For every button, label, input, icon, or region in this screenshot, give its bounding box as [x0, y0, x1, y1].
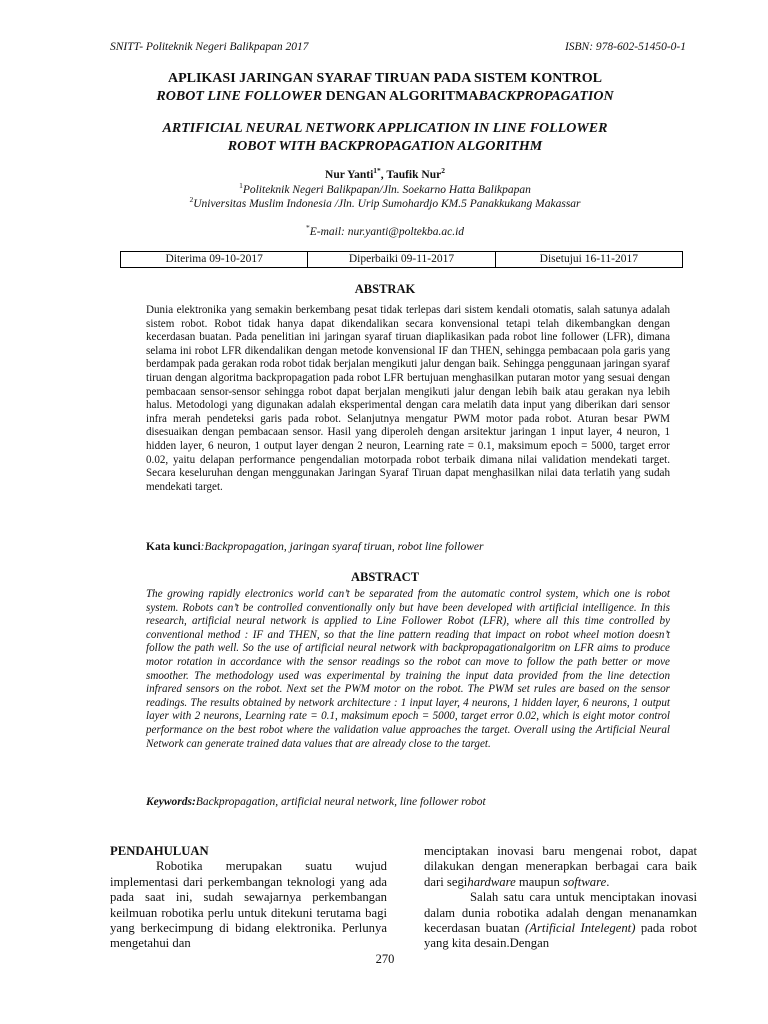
date-received: Diterima 09-10-2017: [165, 253, 263, 265]
running-header-isbn: ISBN: 978-602-51450-0-1: [564, 41, 686, 53]
title-english: [100, 120, 670, 156]
date-revised: Diperbaiki 09-11-2017: [307, 252, 494, 267]
date-accepted: Disetujui 16-11-2017: [495, 252, 682, 267]
title-english-line2: ROBOT WITH BACKPROPAGATION ALGORITHM: [227, 139, 543, 154]
abstract-body: The growing rapidly electronics world can’t be separated from the automatic control system, which one is robot system. Robots can’t be controlled conventionally only but have been developed with artificial intelligence. In this research, artificial neural network is applied to Line Follower Robot (LFR), where all this time controlled by conventional method : IF and THEN, so that the line pattern reading that impact on robot wheel motion doesn’t follow the path well. So the use of artificial neural network with backpropagationalgoritm on LFR aims to produce motor rotation in accordance with the sensor readings so the robot can move to follow the path better or move smoother. The methodology used was experimental by training the input data provided from the line detection infrared sensors on the robot. Next set the PWM motor on the robot. The PWM set rules are based on the sensor readings. The results obtained by network architecture : 1 input layer, 4 neurons, 1 hidden layer, 6 neurons, 1 output layer with 2 neurons, Learning rate = 0.1, maksimum epoch = 5000, target error 0.02, which is eight motor control performance on the best robot where the validation value approaches the target. Overall using the Artificial Neural Network can generate trained data values that are already close to the target.: [146, 588, 670, 750]
affiliation-1: $^1$Politeknik Negeri Balikpapan/Jln. Soekarno Hatta Balikpapan: [239, 181, 531, 196]
title-english-line1: ARTIFICIAL NEURAL NETWORK APPLICATION IN LINE FOLLOWER: [162, 121, 608, 136]
page-number: 270: [375, 952, 395, 966]
intro-paragraph-3: Salah satu cara untuk menciptakan inovasi dalam dunia robotika adalah dengan menanamkan kecerdasan buatan (Artificial Intelegent) pada robot yang kita desain.Dengan: [424, 890, 698, 951]
intro-left-column: [110, 844, 387, 952]
abstract-heading: ABSTRACT: [350, 570, 420, 584]
section-heading-pendahuluan: PENDAHULUAN: [110, 844, 209, 858]
kata-kunci: Kata kunci:Backpropagation, jaringan syaraf tiruan, robot line follower: [146, 541, 484, 553]
intro-paragraph-1: Robotika merupakan suatu wujud implementasi dari perkembangan teknologi yang ada pada saat ini, sudah sewajarnya perkembangan keilmuan robotika perlu untuk ditekuni terutama bagi yang berkecimpung di bidang elektronika. Perlunya mengetahui dan: [110, 859, 387, 951]
intro-paragraph-2: menciptakan inovasi baru mengenai robot, dapat dilakukan dengan menerapkan berbagai cara baik dari segihardware maupun software.: [424, 844, 697, 889]
title-indonesian-line2: ROBOT LINE FOLLOWER DENGAN ALGORITMABACKPROPAGATION: [156, 89, 614, 104]
submission-dates-table: [120, 251, 683, 268]
corresponding-email: *E-mail: nur.yanti@poltekba.ac.id: [305, 223, 465, 238]
intro-right-column: [424, 844, 697, 952]
keywords: Keywords:Backpropagation, artificial neural network, line follower robot: [146, 796, 486, 808]
running-header-conference: SNITT- Politeknik Negeri Balikpapan 2017: [110, 41, 309, 53]
author-list: Nur Yanti$^{1*}$, Taufik Nur$^2$: [325, 166, 445, 181]
affiliation-2: $^2$Universitas Muslim Indonesia /Jln. Urip Sumohardjo KM.5 Panakkukang Makassar: [189, 195, 581, 210]
abstrak-body: Dunia elektronika yang semakin berkembang pesat tidak terlepas dari sistem kendali otomatis, salah satunya adalah sistem robot. Robot tidak hanya dapat dikendalikan secara konvensional tetapi telah dikembangkan dengan kecerdasan buatan. Pada penelitian ini jaringan syaraf tiruan diaplikasikan pada robot line follower (LFR), dimana selama ini robot LFR dikendalikan dengan metode konvensional IF dan THEN, sehingga pembacaan pola garis yang berdampak pada gerakan roda robot tidak berjalan mengikuti jalur dengan baik. Sehingga penggunaan jaringan syaraf tiruan dengan algoritma backpropagation pada robot LFR bertujuan menghasilkan putaran motor yang sesuai dengan pembacaan sensor-sensor sehingga robot dapat berjalan mengikuti jalur dengan lebih baik atau gerakan nya lebih halus. Metodologi yang digunakan adalah eksperimental dengan cara melatih data input yang diberikan dari sensor infra merah pendeteksi garis pada robot. Selanjutnya mengatur PWM motor pada robot. Aturan besar PWM disesuaikan dengan pembacaan sensor. Hasil yang diperoleh dengan arsitektur jaringan 1 input layer, 4 neuron, 1 hidden layer, 6 neuron, 1 output layer dengan 2 neuron, Learning rate = 0.1, maksimum epoch = 5000, target error 0.02, yaitu delapan performance pengendalian motorpada robot terbaik dimana nilai validation mendekati target. Secara keseluruhan dengan menggunakan Jaringan Syaraf Tiruan dapat menghasilkan nilai data terlatih yang sudah mendekati target.: [146, 304, 670, 493]
title-indonesian: [100, 70, 670, 106]
abstrak-heading: ABSTRAK: [354, 282, 416, 296]
title-indonesian-line1: APLIKASI JARINGAN SYARAF TIRUAN PADA SISTEM KONTROL: [167, 71, 603, 86]
